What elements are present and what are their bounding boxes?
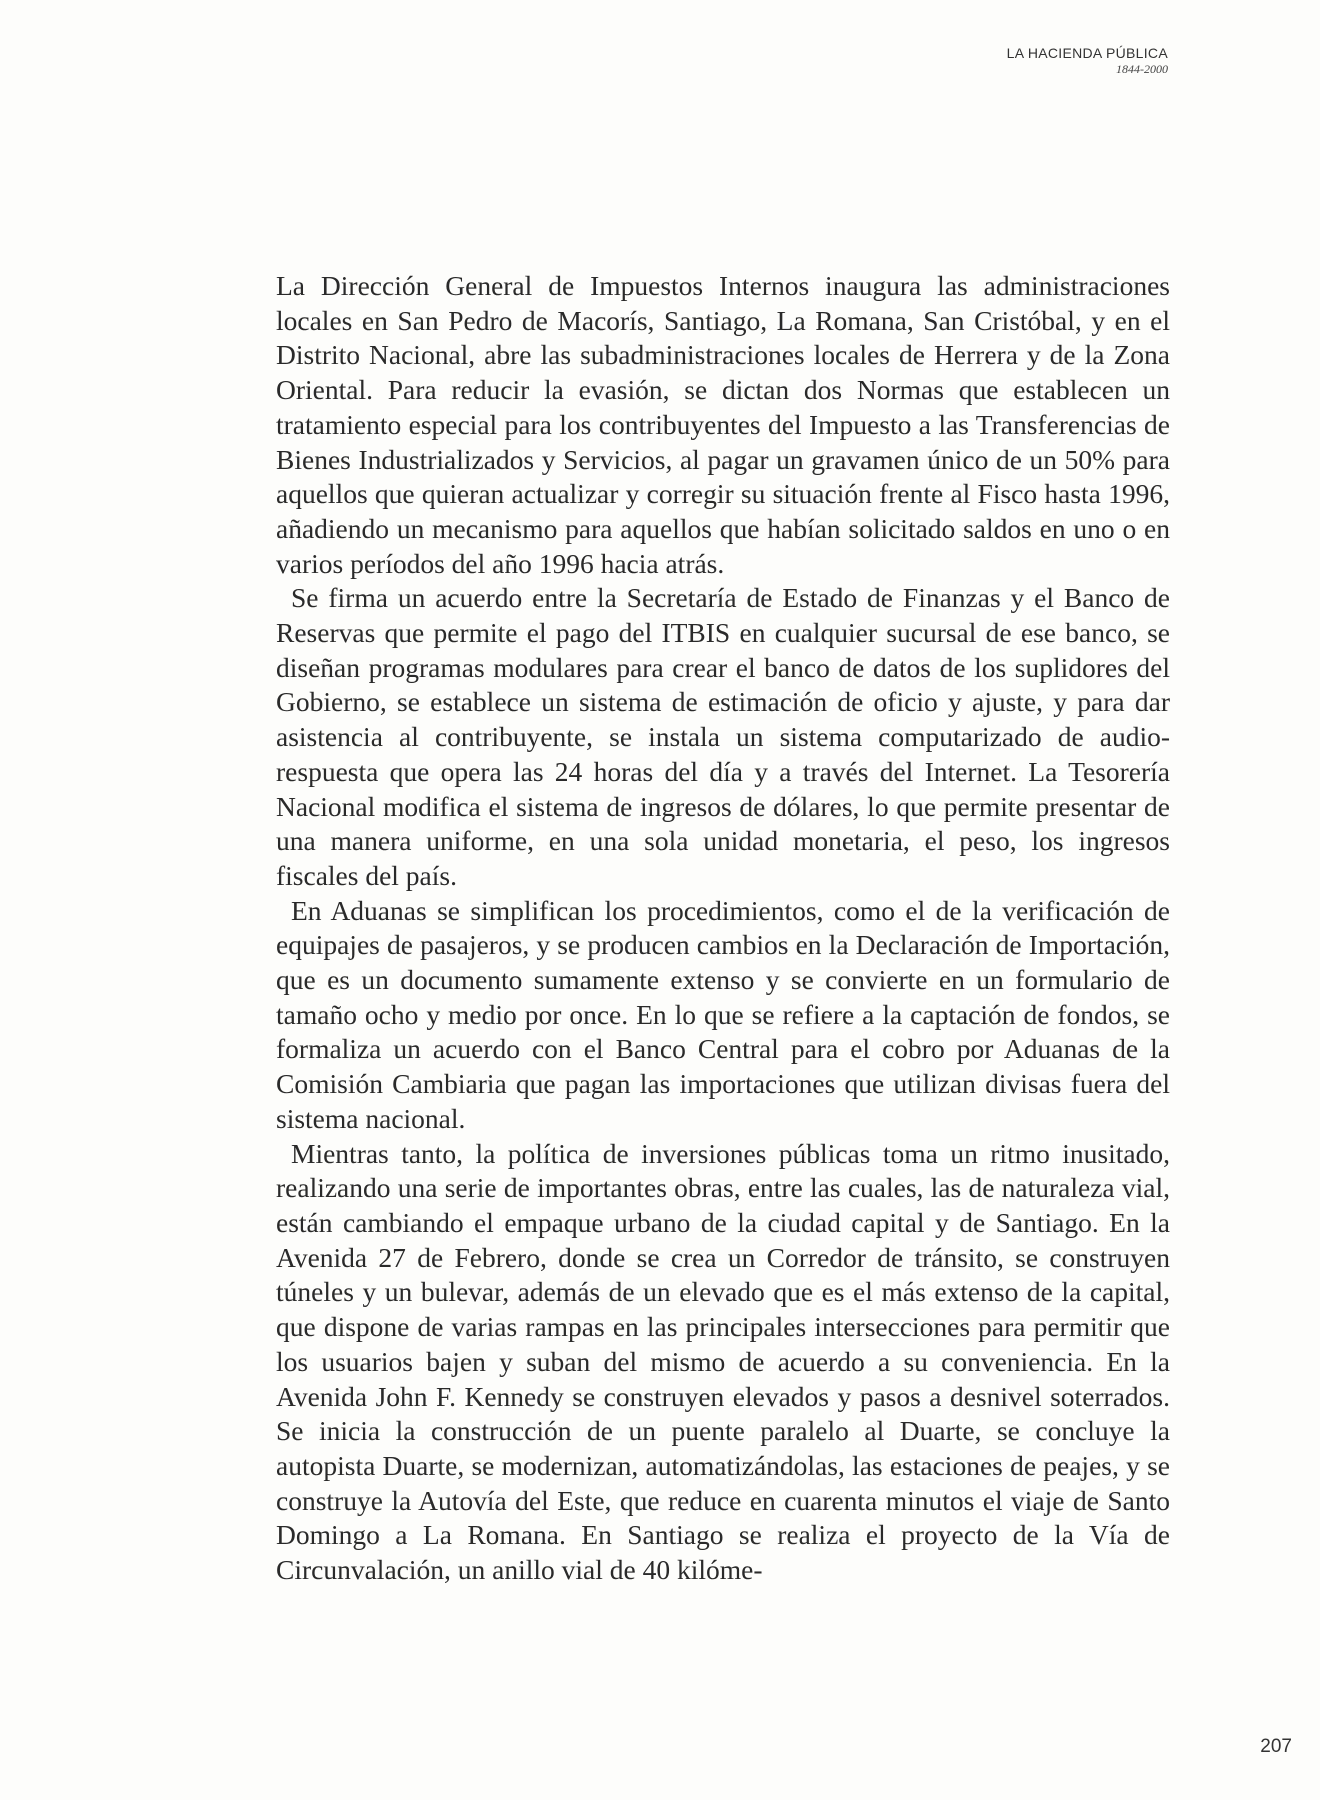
running-head xyxy=(1007,44,1168,76)
paragraph-1: La Dirección General de Impuestos Internos inaugura las administraciones locales en San Pedro de Macorís, Santiago, La Romana, San Cristóbal, y en el Distrito Nacional, abre las subadministraciones locales de Herrera y de la Zona Oriental. Para reducir la evasión, se dictan dos Normas que establecen un tratamiento especial para los contribuyentes del Impuesto a las Transferencias de Bienes Industrializados y Servicios, al pagar un gravamen único de un 50% para aquellos que quieran actualizar y corregir su situación frente al Fisco hasta 1996, añadiendo un mecanismo para aquellos que habían solicitado saldos en uno o en varios períodos del año 1996 hacia atrás. xyxy=(276,270,1170,579)
paragraph-4: Mientras tanto, la política de inversiones públicas toma un ritmo inusitado, realizando una serie de importantes obras, entre las cuales, las de naturaleza vial, están cambiando el empaque urbano de la ciudad capital y de Santiago. En la Avenida 27 de Febrero, donde se crea un Corredor de tránsito, se construyen túneles y un bulevar, además de un elevado que es el más extenso de la capital, que dispone de varias rampas en las principales intersecciones para permitir que los usuarios bajen y suban del mismo de acuerdo a su conveniencia. En la Avenida John F. Kennedy se construyen elevados y pasos a desnivel soterrados. Se inicia la construcción de un puente paralelo al Duarte, se concluye la autopista Duarte, se modernizan, automatizándolas, las estaciones de peajes, y se construye la Autovía del Este, que reduce en cuarenta minutos el viaje de Santo Domingo a La Romana. En Santiago se realiza el proyecto de la Vía de Circunvalación, un anillo vial de 40 kilóme- xyxy=(276,1137,1170,1586)
paragraph-2: Se firma un acuerdo entre la Secretaría de Estado de Finanzas y el Banco de Reservas que permite el pago del ITBIS en cualquier sucursal de ese banco, se diseñan programas modulares para crear el banco de datos de los suplidores del Gobierno, se establece un sistema de estimación de oficio y ajuste, y para dar asistencia al contribuyente, se instala un sistema computarizado de audio-respuesta que opera las 24 horas del día y a través del Internet. La Tesorería Nacional modifica el sistema de ingresos de dólares, lo que permite presentar de una manera uniforme, en una sola unidad monetaria, el peso, los ingresos fiscales del país. xyxy=(276,582,1170,891)
body-text xyxy=(276,269,1170,1588)
running-head-years: 1844-2000 xyxy=(1116,62,1168,76)
page-number: 207 xyxy=(1260,1736,1292,1757)
running-head-title: LA HACIENDA PÚBLICA xyxy=(1006,45,1168,61)
paragraph-3: En Aduanas se simplifican los procedimientos, como el de la verificación de equipajes de pasajeros, y se producen cambios en la Declaración de Importación, que es un documento sumamente extenso y se convierte en un formulario de tamaño ocho y medio por once. En lo que se refiere a la captación de fondos, se formaliza un acuerdo con el Banco Central para el cobro por Aduanas de la Comisión Cambiaria que pagan las importaciones que utilizan divisas fuera del sistema nacional. xyxy=(276,894,1170,1134)
